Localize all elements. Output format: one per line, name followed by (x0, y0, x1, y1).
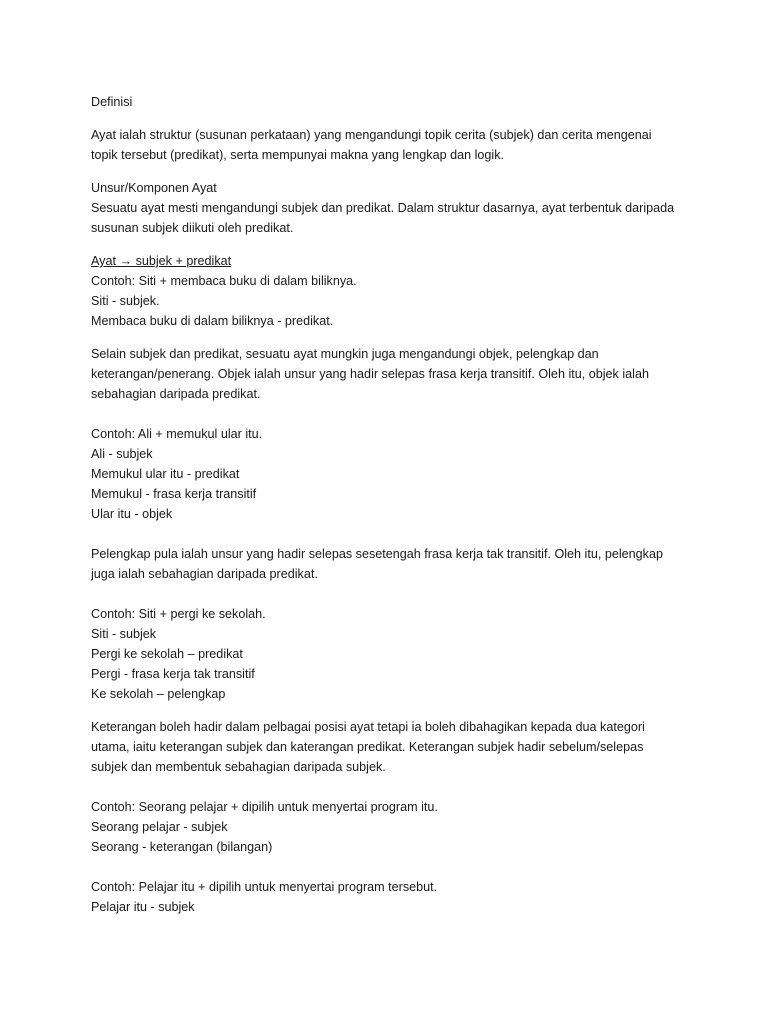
example-line: Contoh: Siti + pergi ke sekolah. (91, 607, 266, 621)
paragraph-line: susunan subjek diikuti oleh predikat. (91, 221, 294, 235)
paragraph-objek (91, 344, 691, 404)
paragraph-line: utama, iaitu keterangan subjek dan katerangan predikat. Keterangan subjek hadir sebelum/selepas (91, 740, 644, 754)
paragraph-line: Ayat ialah struktur (susunan perkataan) yang mengandungi topik cerita (subjek) dan cerita mengenai (91, 128, 652, 142)
example-line: Ke sekolah – pelengkap (91, 687, 226, 701)
example-line: Pergi - frasa kerja tak transitif (91, 667, 255, 681)
example-line: Seorang pelajar - subjek (91, 820, 228, 834)
heading-unsur: Unsur/Komponen Ayat (91, 181, 217, 195)
example-block-4 (91, 797, 691, 857)
example-line: Membaca buku di dalam biliknya - predikat. (91, 314, 334, 328)
paragraph-line: Pelengkap pula ialah unsur yang hadir selepas sesetengah frasa kerja tak transitif. Oleh itu, pelengkap (91, 547, 663, 561)
example-block-2 (91, 424, 691, 524)
paragraph-line: juga ialah sebahagian daripada predikat. (91, 567, 318, 581)
example-line: Contoh: Pelajar itu + dipilih untuk menyertai program tersebut. (91, 880, 438, 894)
paragraph-pelengkap (91, 544, 691, 584)
paragraph-line: Sesuatu ayat mesti mengandungi subjek dan predikat. Dalam struktur dasarnya, ayat terbentuk daripada (91, 201, 675, 215)
document-content (91, 92, 691, 917)
paragraph-line: subjek dan membentuk sebahagian daripada subjek. (91, 760, 386, 774)
paragraph-line: sebahagian daripada predikat. (91, 387, 261, 401)
example-line: Contoh: Ali + memukul ular itu. (91, 427, 263, 441)
example-block-5 (91, 877, 691, 917)
paragraph-line: Keterangan boleh hadir dalam pelbagai posisi ayat tetapi ia boleh dibahagikan kepada dua kategori (91, 720, 645, 734)
section-unsur (91, 178, 691, 238)
example-block-3 (91, 604, 691, 704)
example-block-1 (91, 251, 691, 331)
example-line: Pelajar itu - subjek (91, 900, 195, 914)
paragraph-line: keterangan/penerang. Objek ialah unsur yang hadir selepas frasa kerja transitif. Oleh itu, objek ialah (91, 367, 649, 381)
example-line: Ular itu - objek (91, 507, 173, 521)
example-line: Ali - subjek (91, 447, 153, 461)
example-line: Siti - subjek. (91, 294, 160, 308)
heading-definisi (91, 92, 691, 112)
example-line: Memukul ular itu - predikat (91, 467, 240, 481)
heading-definisi-text: Definisi (91, 95, 133, 109)
example-line: Seorang - keterangan (bilangan) (91, 840, 273, 854)
example-line: Memukul - frasa kerja transitif (91, 487, 257, 501)
paragraph-line: topik tersebut (predikat), serta mempunyai makna yang lengkap dan logik. (91, 148, 505, 162)
paragraph-definisi (91, 125, 691, 165)
formula-ayat: Ayat → subjek + predikat (91, 254, 232, 268)
example-line: Contoh: Seorang pelajar + dipilih untuk menyertai program itu. (91, 800, 438, 814)
example-line: Pergi ke sekolah – predikat (91, 647, 243, 661)
example-line: Siti - subjek (91, 627, 157, 641)
paragraph-keterangan (91, 717, 691, 777)
example-line: Contoh: Siti + membaca buku di dalam biliknya. (91, 274, 357, 288)
paragraph-line: Selain subjek dan predikat, sesuatu ayat mungkin juga mengandungi objek, pelengkap dan (91, 347, 599, 361)
